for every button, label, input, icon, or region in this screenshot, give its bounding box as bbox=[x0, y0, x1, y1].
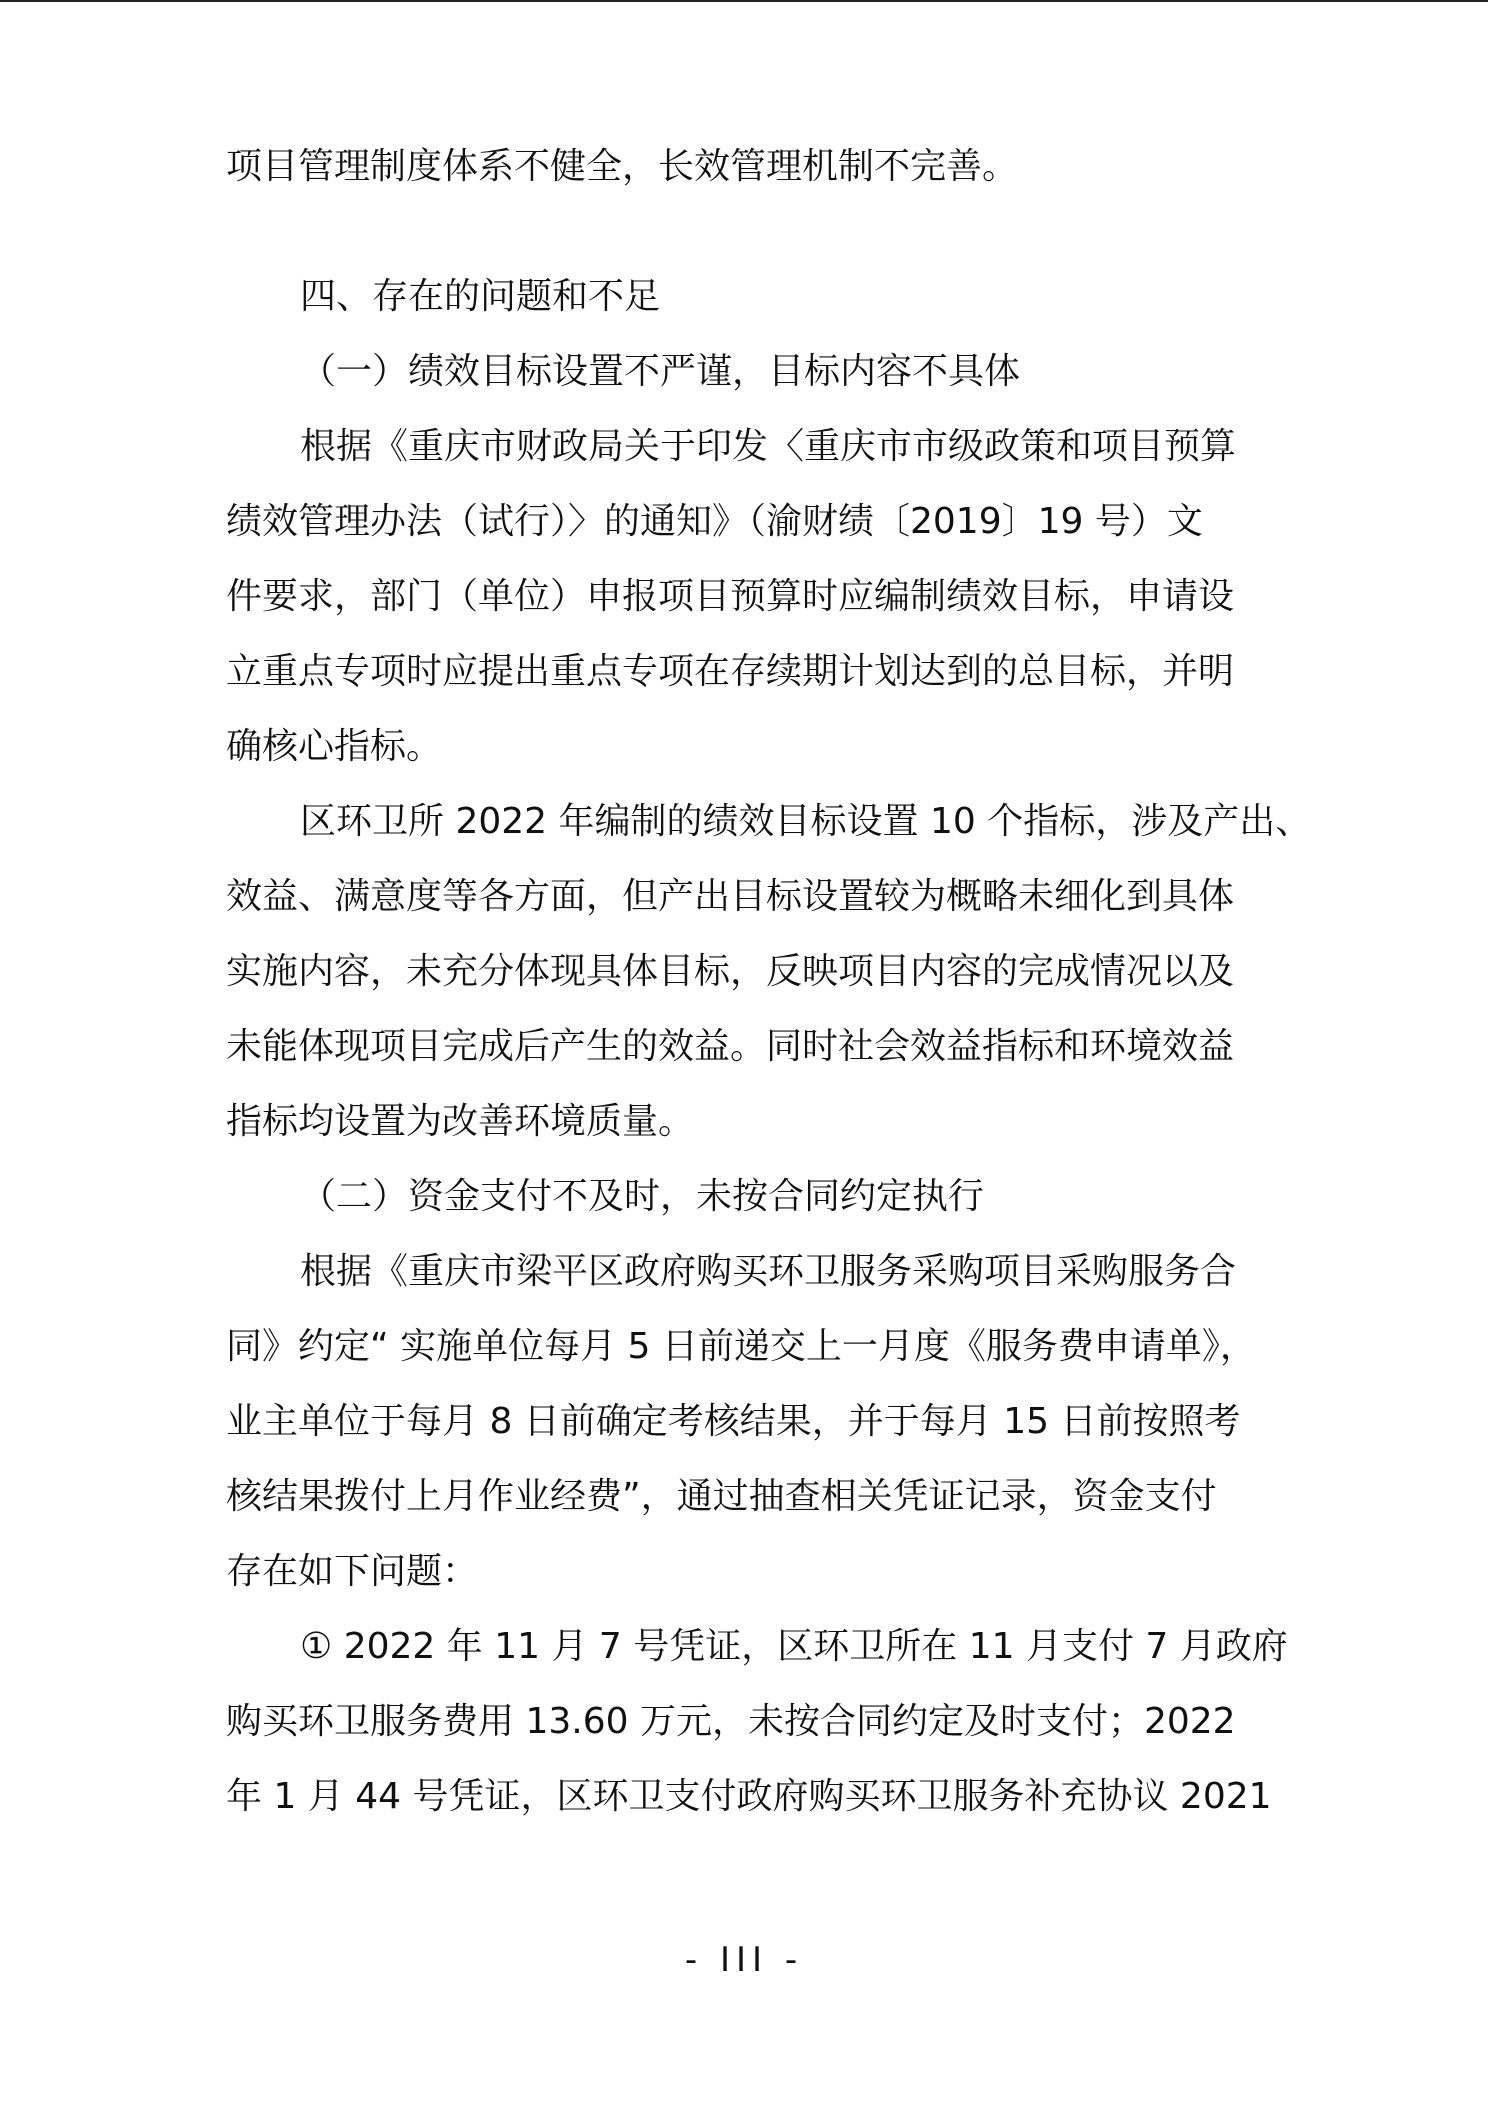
text-line-18: 核结果拨付上月作业经费”，通过抽查相关凭证记录，资金支付 bbox=[226, 1476, 1217, 1517]
text-line-10: 效益、满意度等各方面，但产出目标设置较为概略未细化到具体 bbox=[226, 876, 1235, 917]
text-line-20: ① 2022 年 11 月 7 号凭证，区环卫所在 11 月支付 7 月政府 bbox=[300, 1626, 1288, 1667]
page-top-border bbox=[0, 0, 1488, 2]
text-line-15: 根据《重庆市梁平区政府购买环卫服务采购项目采购服务合 bbox=[300, 1251, 1237, 1292]
text-line-13: 指标均设置为改善环境质量。 bbox=[226, 1101, 695, 1142]
text-line-16: 同》约定“ 实施单位每月 5 日前递交上一月度《服务费申请单》， bbox=[226, 1326, 1256, 1367]
text-line-8: 确核心指标。 bbox=[226, 726, 443, 767]
text-line-21: 购买环卫服务费用 13.60 万元，未按合同约定及时支付；2022 bbox=[226, 1701, 1236, 1742]
text-line-11: 实施内容，未充分体现具体目标，反映项目内容的完成情况以及 bbox=[226, 951, 1235, 992]
page-number: - III - bbox=[684, 1940, 804, 1980]
text-line-22: 年 1 月 44 号凭证，区环卫支付政府购买环卫服务补充协议 2021 bbox=[226, 1776, 1272, 1817]
text-line-1: 项目管理制度体系不健全，长效管理机制不完善。 bbox=[226, 146, 1019, 187]
subsection-heading-1: （一）绩效目标设置不严谨，目标内容不具体 bbox=[300, 351, 1021, 392]
text-line-4: 根据《重庆市财政局关于印发〈重庆市市级政策和项目预算 bbox=[300, 426, 1237, 467]
subsection-heading-2: （二）资金支付不及时，未按合同约定执行 bbox=[300, 1176, 985, 1217]
text-line-19: 存在如下问题： bbox=[226, 1551, 479, 1592]
text-line-7: 立重点专项时应提出重点专项在存续期计划达到的总目标，并明 bbox=[226, 651, 1235, 692]
section-heading: 四、存在的问题和不足 bbox=[300, 276, 661, 317]
text-line-9: 区环卫所 2022 年编制的绩效目标设置 10 个指标，涉及产出、 bbox=[300, 801, 1312, 842]
text-line-5: 绩效管理办法（试行）〉的通知》（渝财绩〔2019〕19 号）文 bbox=[226, 501, 1203, 542]
text-line-17: 业主单位于每月 8 日前确定考核结果，并于每月 15 日前按照考 bbox=[226, 1401, 1241, 1442]
text-line-12: 未能体现项目完成后产生的效益。同时社会效益指标和环境效益 bbox=[226, 1026, 1235, 1067]
text-line-6: 件要求，部门（单位）申报项目预算时应编制绩效目标，申请设 bbox=[226, 576, 1235, 617]
